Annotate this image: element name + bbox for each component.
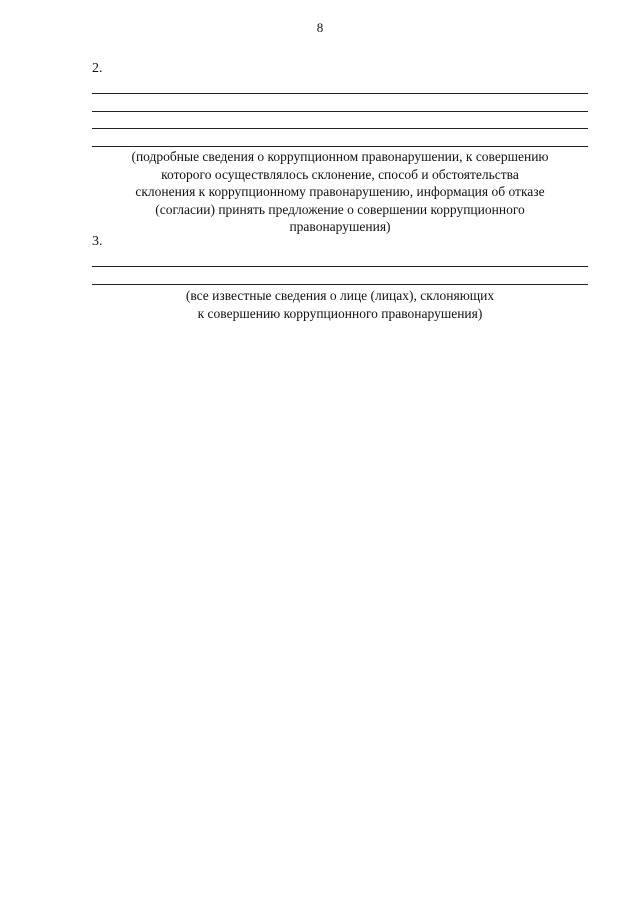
section-2-caption-line: которого осуществлялось склонение, способ и обстоятельства [161,166,519,182]
section-2-caption-line: правонарушения) [289,219,391,234]
section-3-caption-line: (все известные сведения о лице (лицах), склоняющих [185,288,495,303]
section-3-caption-line: к совершению коррупционного правонарушения) [197,305,483,321]
section-2-number: 2. [92,61,103,76]
section-2-caption-line: склонения к коррупционному правонарушению, информация об отказе [135,184,545,199]
section-2-blank-line-2 [92,111,588,112]
section-3-blank-line-1 [92,266,588,267]
section-2-caption [92,148,588,236]
section-2-blank-line-3 [92,128,588,129]
section-2-caption-line: (подробные сведения о коррупционном правонарушении, к совершению [131,149,549,164]
section-3-blank-line-2 [92,284,588,285]
section-2-blank-line-1 [92,93,588,94]
section-2-blank-line-4 [92,146,588,147]
section-2-caption-line: (согласии) принять предложение о совершении коррупционного [155,201,525,217]
section-3-number: 3. [92,234,103,249]
section-3-caption [92,287,588,322]
page-number: 8 [316,20,324,35]
